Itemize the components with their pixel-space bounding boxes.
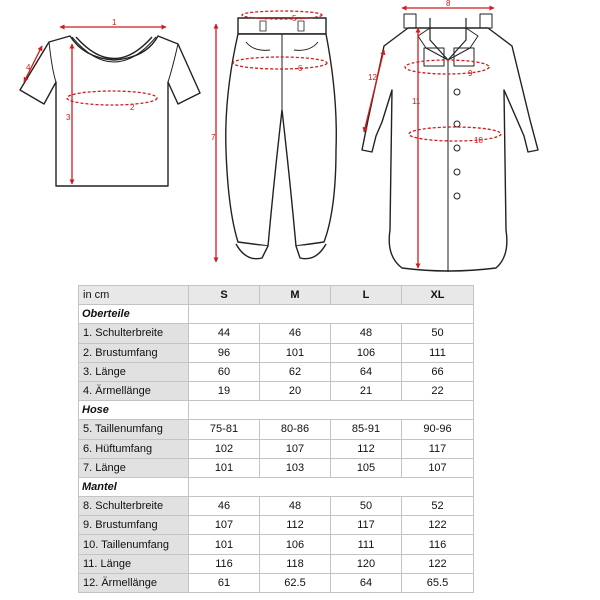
cell-value: 21 — [331, 381, 402, 400]
section-title: Oberteile — [79, 305, 189, 324]
cell-value: 75-81 — [189, 420, 260, 439]
cell-value: 101 — [189, 535, 260, 554]
garment-illustration — [0, 0, 600, 280]
section-title: Mantel — [79, 477, 189, 496]
size-header-xl: XL — [402, 286, 474, 305]
row-label: 8. Schulterbreite — [79, 497, 189, 516]
cell-value: 118 — [260, 554, 331, 573]
section-row-hose — [79, 401, 474, 420]
coat-drawing — [362, 14, 538, 272]
cell-value: 106 — [331, 343, 402, 362]
cell-value: 103 — [260, 458, 331, 477]
measure-label-4: 4 — [26, 63, 31, 72]
section-row-oberteile — [79, 305, 474, 324]
measure-label-10: 10 — [474, 136, 483, 145]
cell-value: 46 — [189, 497, 260, 516]
cell-value: 112 — [331, 439, 402, 458]
size-chart-table — [78, 285, 474, 593]
row-label: 11. Länge — [79, 554, 189, 573]
measure-label-12: 12 — [368, 73, 377, 82]
cell-value: 120 — [331, 554, 402, 573]
cell-value: 101 — [189, 458, 260, 477]
measure-label-3: 3 — [66, 113, 71, 122]
row-label: 1. Schulterbreite — [79, 324, 189, 343]
table-row — [79, 439, 474, 458]
cell-value: 117 — [402, 439, 474, 458]
measure-label-5: 5 — [292, 14, 297, 23]
row-label: 7. Länge — [79, 458, 189, 477]
table-row — [79, 362, 474, 381]
measure-label-1: 1 — [112, 18, 117, 27]
measure-label-11: 11 — [412, 97, 421, 106]
row-label: 4. Ärmellänge — [79, 381, 189, 400]
measure-label-8: 8 — [446, 0, 451, 8]
unit-label: in cm — [79, 286, 189, 305]
cell-value: 64 — [331, 362, 402, 381]
cell-value: 116 — [189, 554, 260, 573]
measure-label-6: 6 — [298, 64, 303, 73]
row-label: 10. Taillenumfang — [79, 535, 189, 554]
cell-value: 90-96 — [402, 420, 474, 439]
cell-value: 62 — [260, 362, 331, 381]
measure-label-2: 2 — [130, 103, 135, 112]
table-row — [79, 381, 474, 400]
cell-value: 107 — [402, 458, 474, 477]
measure-label-7: 7 — [211, 133, 216, 142]
size-header-l: L — [331, 286, 402, 305]
cell-value: 96 — [189, 343, 260, 362]
table-header-row — [79, 286, 474, 305]
cell-value: 62.5 — [260, 573, 331, 592]
cell-value: 50 — [331, 497, 402, 516]
row-label: 6. Hüftumfang — [79, 439, 189, 458]
cell-value: 122 — [402, 554, 474, 573]
cell-value: 117 — [331, 516, 402, 535]
cell-value: 44 — [189, 324, 260, 343]
table-row — [79, 343, 474, 362]
row-label: 2. Brustumfang — [79, 343, 189, 362]
size-header-s: S — [189, 286, 260, 305]
cell-value: 85-91 — [331, 420, 402, 439]
table-row — [79, 497, 474, 516]
table-row — [79, 324, 474, 343]
section-title: Hose — [79, 401, 189, 420]
cell-value: 22 — [402, 381, 474, 400]
cell-value: 116 — [402, 535, 474, 554]
table-row — [79, 554, 474, 573]
cell-value: 111 — [331, 535, 402, 554]
row-label: 12. Ärmellänge — [79, 573, 189, 592]
table-row — [79, 535, 474, 554]
cell-value: 48 — [260, 497, 331, 516]
cell-value: 66 — [402, 362, 474, 381]
tshirt-drawing — [20, 36, 200, 186]
table-row — [79, 458, 474, 477]
cell-value: 106 — [260, 535, 331, 554]
cell-value: 101 — [260, 343, 331, 362]
cell-value: 46 — [260, 324, 331, 343]
size-header-m: M — [260, 286, 331, 305]
row-label: 5. Taillenumfang — [79, 420, 189, 439]
row-label: 9. Brustumfang — [79, 516, 189, 535]
cell-value: 111 — [402, 343, 474, 362]
section-row-mantel — [79, 477, 474, 496]
cell-value: 107 — [260, 439, 331, 458]
cell-value: 60 — [189, 362, 260, 381]
trousers-drawing — [226, 18, 337, 259]
cell-value: 105 — [331, 458, 402, 477]
cell-value: 50 — [402, 324, 474, 343]
cell-value: 64 — [331, 573, 402, 592]
cell-value: 19 — [189, 381, 260, 400]
cell-value: 48 — [331, 324, 402, 343]
cell-value: 65.5 — [402, 573, 474, 592]
measure-label-9: 9 — [468, 69, 473, 78]
row-label: 3. Länge — [79, 362, 189, 381]
cell-value: 112 — [260, 516, 331, 535]
table-row — [79, 516, 474, 535]
cell-value: 107 — [189, 516, 260, 535]
cell-value: 102 — [189, 439, 260, 458]
cell-value: 61 — [189, 573, 260, 592]
cell-value: 80-86 — [260, 420, 331, 439]
table-row — [79, 573, 474, 592]
cell-value: 20 — [260, 381, 331, 400]
table-row — [79, 420, 474, 439]
cell-value: 122 — [402, 516, 474, 535]
cell-value: 52 — [402, 497, 474, 516]
